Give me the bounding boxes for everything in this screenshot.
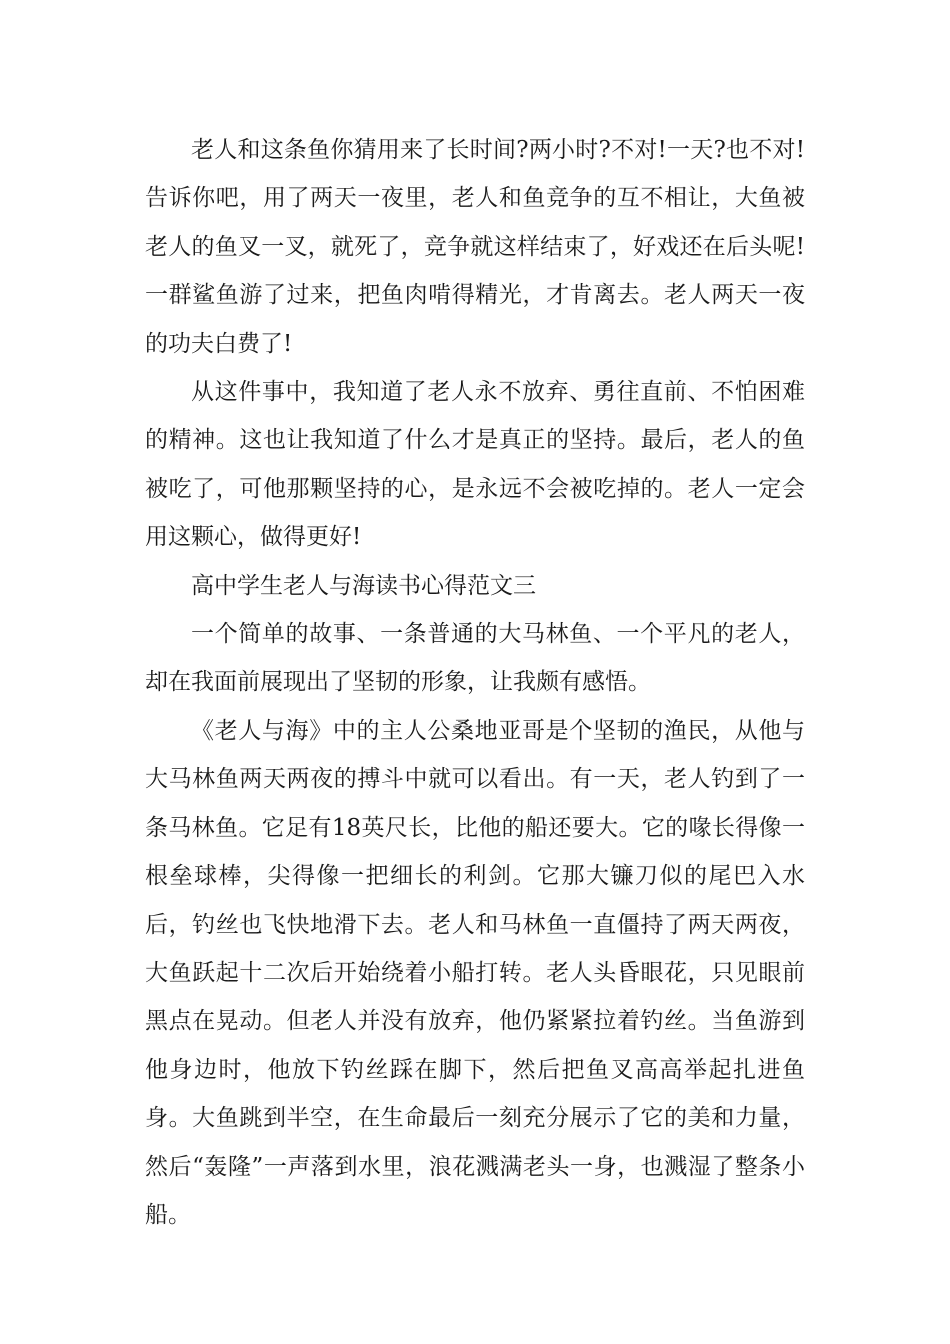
paragraph-4: 《老人与海》中的主人公桑地亚哥是个坚韧的渔民，从他与大马林鱼两天两夜的搏斗中就可以看出。有一天，老人钓到了一条马林鱼。它足有18英尺长，比他的船还要大。它的喙长得像一根垒球棒，尖得像一把细长的利剑。它那大镰刀似的尾巴入水后，钓丝也飞快地滑下去。老人和马林鱼一直僵持了两天两夜，大鱼跃起十二次后开始绕着小船打转。老人头昏眼花，只见眼前黑点在晃动。但老人并没有放弃，他仍紧紧拉着钓丝。当鱼游到他身边时，他放下钓丝踩在脚下，然后把鱼叉高高举起扎进鱼身。大鱼跳到半空，在生命最后一刻充分展示了它的美和力量，然后“轰隆”一声落到水里，浪花溅满老头一身，也溅湿了整条小船。: [145, 717, 805, 1228]
document-body: [145, 126, 805, 1239]
section-title: 高中学生老人与海读书心得范文三: [191, 572, 536, 599]
paragraph-3: 一个简单的故事、一条普通的大马林鱼、一个平凡的老人，却在我面前展现出了坚韧的形象，让我颇有感悟。: [145, 621, 805, 696]
paragraph-2: 从这件事中，我知道了老人永不放弃、勇往直前、不怕困难的精神。这也让我知道了什么才是真正的坚持。最后，老人的鱼被吃了，可他那颗坚持的心，是永远不会被吃掉的。老人一定会用这颗心，做得更好!: [145, 379, 805, 551]
paragraph-1: 老人和这条鱼你猜用来了长时间?两小时?不对!一天?也不对!告诉你吧，用了两天一夜里，老人和鱼竞争的互不相让，大鱼被老人的鱼叉一叉，就死了，竞争就这样结束了，好戏还在后头呢!一群鲨鱼游了过来，把鱼肉啃得精光，才肯离去。老人两天一夜的功夫白费了!: [145, 137, 805, 357]
